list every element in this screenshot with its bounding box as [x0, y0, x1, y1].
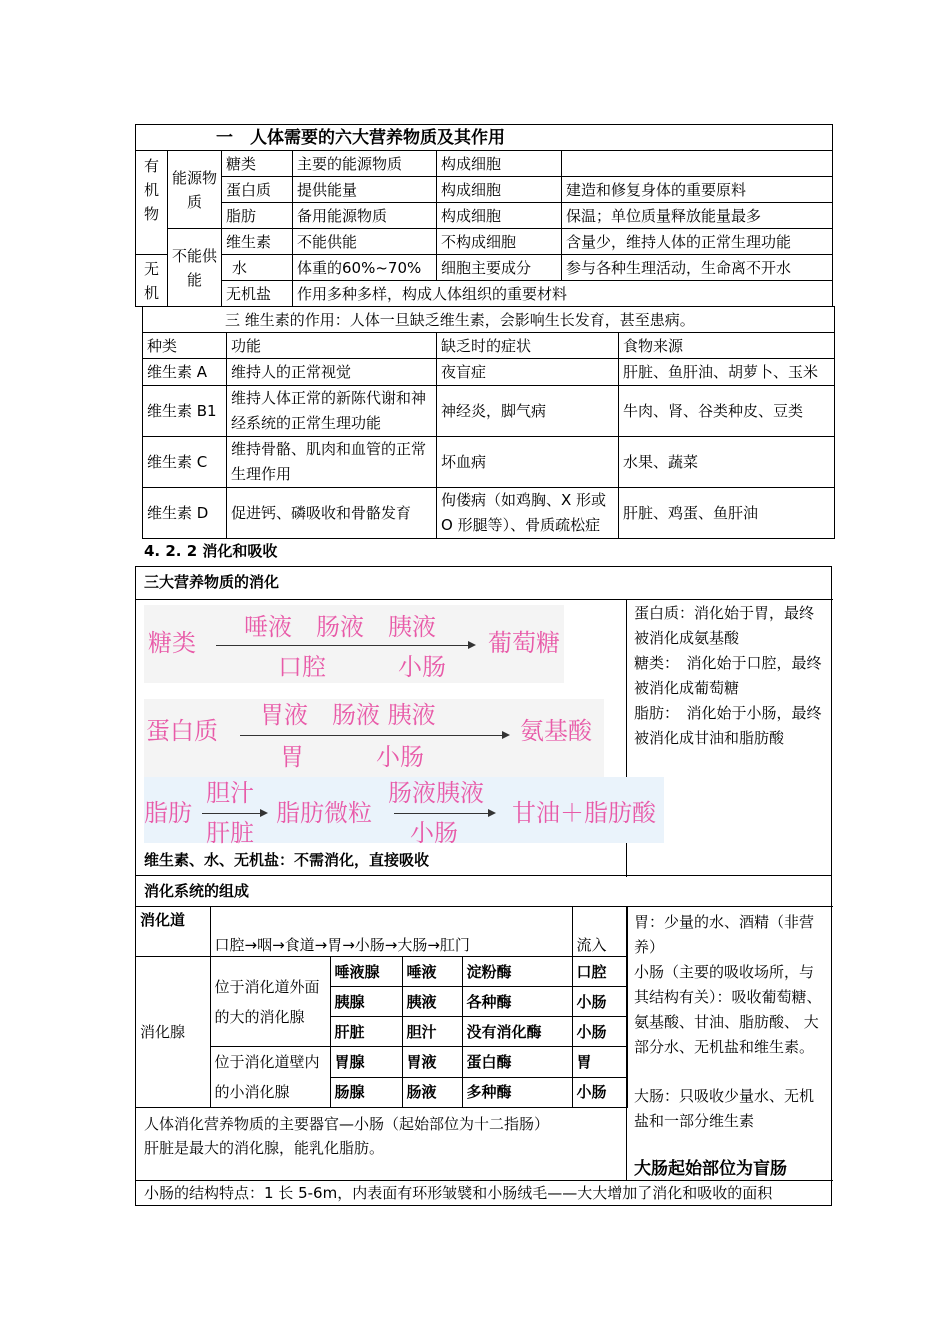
nutrients-table — [135, 124, 833, 307]
cell: 胃液 — [402, 1047, 462, 1078]
cell: 维持人体正常的新陈代谢和神经系统的正常生理功能 — [227, 386, 437, 437]
vitamins-title: 三 维生素的作用：人体一旦缺乏维生素，会影响生长发育，甚至患病。 — [143, 307, 835, 333]
cell: 维生素 A — [143, 359, 227, 386]
flow-fat-enzymes: 肠液胰液 — [388, 779, 484, 807]
energy-label: 能源物质 — [168, 151, 222, 229]
cell: 唾液腺 — [330, 957, 402, 987]
flow-fat-bile: 胆汁 — [206, 779, 254, 807]
cell: 坏血病 — [437, 437, 619, 488]
flow-fat-end: 甘油＋脂肪酸 — [512, 799, 656, 827]
flow-protein-enzymes: 胃液 肠液 胰液 — [260, 701, 436, 729]
cell — [562, 151, 833, 177]
cell: 维生素 B1 — [143, 386, 227, 437]
glands-table — [136, 906, 628, 1108]
side-cecum: 大肠起始部位为盲肠 — [634, 1159, 787, 1179]
nutrients-title: 一 人体需要的六大营养物质及其作用 — [136, 125, 833, 151]
vitamin-note: 维生素、水、无机盐：不需消化，直接吸收 — [144, 851, 430, 869]
cell: 含量少，维持人体的正常生理功能 — [562, 229, 833, 255]
vitamins-table — [142, 306, 835, 539]
cell: 构成细胞 — [437, 203, 562, 229]
cell: 神经炎，脚气病 — [437, 386, 619, 437]
arrow-icon — [240, 735, 508, 736]
cell: 夜盲症 — [437, 359, 619, 386]
cell: 细胞主要成分 — [437, 255, 562, 281]
col-header: 功能 — [227, 333, 437, 359]
flow-protein-start: 蛋白质 — [146, 717, 218, 745]
cell: 各种酶 — [462, 987, 572, 1017]
cell: 糖类 — [222, 151, 293, 177]
cell: 唾液 — [402, 957, 462, 987]
cell: 蛋白酶 — [462, 1047, 572, 1078]
flow-fat-liver: 肝脏 — [206, 819, 254, 847]
flow-protein-end: 氨基酸 — [520, 717, 592, 745]
cell: 不能供能 — [293, 229, 437, 255]
flow-fat-mid: 脂肪微粒 — [276, 799, 372, 827]
section-heading: 4. 2. 2 消化和吸收 — [144, 542, 278, 560]
cell: 没有消化酶 — [462, 1017, 572, 1047]
flow-protein-sites: 胃 小肠 — [280, 743, 424, 771]
cell: 肝脏、鸡蛋、鱼肝油 — [619, 488, 835, 539]
system-title: 消化系统的组成 — [144, 882, 250, 900]
digestion-side-notes: 蛋白质：消化始于胃，最终被消化成氨基酸 糖类： 消化始于口腔，最终被消化成葡萄糖 脂肪： 消化始于小肠，最终被消化成甘油和脂肪酸 — [634, 604, 822, 747]
cell: 维生素 D — [143, 488, 227, 539]
side-stomach: 胃：少量的水、酒精（非营养） — [634, 913, 815, 956]
cell: 维生素 — [222, 229, 293, 255]
side-small-intestine: 小肠（主要的吸收场所，与其结构有关）：吸收葡萄糖、氨基酸、甘油、脂肪酸、 大部分水、无机盐和维生素。 — [634, 963, 822, 1056]
nonenergy-label: 不能供能 — [168, 229, 222, 307]
arrow-icon — [394, 813, 494, 814]
flow-sugar-sites: 口腔 小肠 — [278, 653, 446, 681]
cell: 胰腺 — [330, 987, 402, 1017]
flow-sugar-end: 葡萄糖 — [488, 629, 560, 657]
flow-fat-site: 小肠 — [410, 819, 458, 847]
cell: 口腔 — [572, 957, 627, 987]
cell: 参与各种生理活动，生命离不开水 — [562, 255, 833, 281]
flow-in: 流入 — [572, 907, 627, 957]
cell: 备用能源物质 — [293, 203, 437, 229]
flow-sugar-start: 糖类 — [148, 629, 196, 657]
note-liver: 肝脏是最大的消化腺，能乳化脂肪。 — [144, 1139, 385, 1157]
structure-note: 小肠的结构特点：1 长 5-6m，内表面有环形皱襞和小肠绒毛——大大增加了消化和吸收的面积 — [144, 1184, 773, 1202]
col-header: 缺乏时的症状 — [437, 333, 619, 359]
tract-label: 消化道 — [136, 907, 210, 957]
cell: 体重的60%~70% — [293, 255, 437, 281]
cell: 淀粉酶 — [462, 957, 572, 987]
cell: 小肠 — [572, 1077, 627, 1108]
inorganic-label: 无机 — [136, 255, 168, 307]
cell: 提供能量 — [293, 177, 437, 203]
system-box — [135, 876, 832, 1206]
inner-gland-label: 位于消化道壁内的小消化腺 — [210, 1047, 330, 1108]
gland-label: 消化腺 — [136, 957, 210, 1108]
cell: 胃腺 — [330, 1047, 402, 1078]
cell: 胰液 — [402, 987, 462, 1017]
cell: 建造和修复身体的重要原料 — [562, 177, 833, 203]
cell: 小肠 — [572, 1017, 627, 1047]
cell: 小肠 — [572, 987, 627, 1017]
cell: 保温；单位质量释放能量最多 — [562, 203, 833, 229]
cell: 胃 — [572, 1047, 627, 1078]
cell: 促进钙、磷吸收和骨骼发育 — [227, 488, 437, 539]
cell: 牛肉、肾、谷类种皮、豆类 — [619, 386, 835, 437]
cell: 主要的能源物质 — [293, 151, 437, 177]
cell: 水果、蔬菜 — [619, 437, 835, 488]
organic-label: 有机物 — [136, 151, 168, 229]
cell: 不构成细胞 — [437, 229, 562, 255]
cell: 维生素 C — [143, 437, 227, 488]
arrow-icon — [202, 813, 266, 814]
cell: 构成细胞 — [437, 151, 562, 177]
cell: 肠液 — [402, 1077, 462, 1108]
cell: 肠腺 — [330, 1077, 402, 1108]
cell: 蛋白质 — [222, 177, 293, 203]
cell: 构成细胞 — [437, 177, 562, 203]
arrow-icon — [216, 645, 474, 646]
digestion-title: 三大营养物质的消化 — [144, 573, 280, 591]
blank-cell — [136, 229, 168, 255]
col-header: 食物来源 — [619, 333, 835, 359]
note-small-intestine: 人体消化营养物质的主要器官—小肠（起始部位为十二指肠） — [144, 1115, 550, 1133]
side-large-intestine: 大肠：只吸收少量水、无机盐和一部分维生素 — [634, 1087, 815, 1130]
cell: 肝脏 — [330, 1017, 402, 1047]
col-header: 种类 — [143, 333, 227, 359]
digestion-box — [135, 566, 832, 876]
cell: 脂肪 — [222, 203, 293, 229]
cell: 肝脏、鱼肝油、胡萝卜、玉米 — [619, 359, 835, 386]
tract-path: 口腔→咽→食道→胃→小肠→大肠→肛门 — [210, 907, 572, 957]
flow-fat-start: 脂肪 — [144, 799, 192, 827]
flow-sugar-enzymes: 唾液 肠液 胰液 — [244, 613, 436, 641]
cell: 佝偻病（如鸡胸、X 形或 O 形腿等）、骨质疏松症 — [437, 488, 619, 539]
cell: 作用多种多样，构成人体组织的重要材料 — [293, 281, 833, 307]
cell: 维持骨骼、肌肉和血管的正常生理作用 — [227, 437, 437, 488]
cell: 水 — [222, 255, 293, 281]
outer-gland-label: 位于消化道外面的大的消化腺 — [210, 957, 330, 1047]
cell: 无机盐 — [222, 281, 293, 307]
cell: 胆汁 — [402, 1017, 462, 1047]
cell: 多种酶 — [462, 1077, 572, 1108]
cell: 维持人的正常视觉 — [227, 359, 437, 386]
